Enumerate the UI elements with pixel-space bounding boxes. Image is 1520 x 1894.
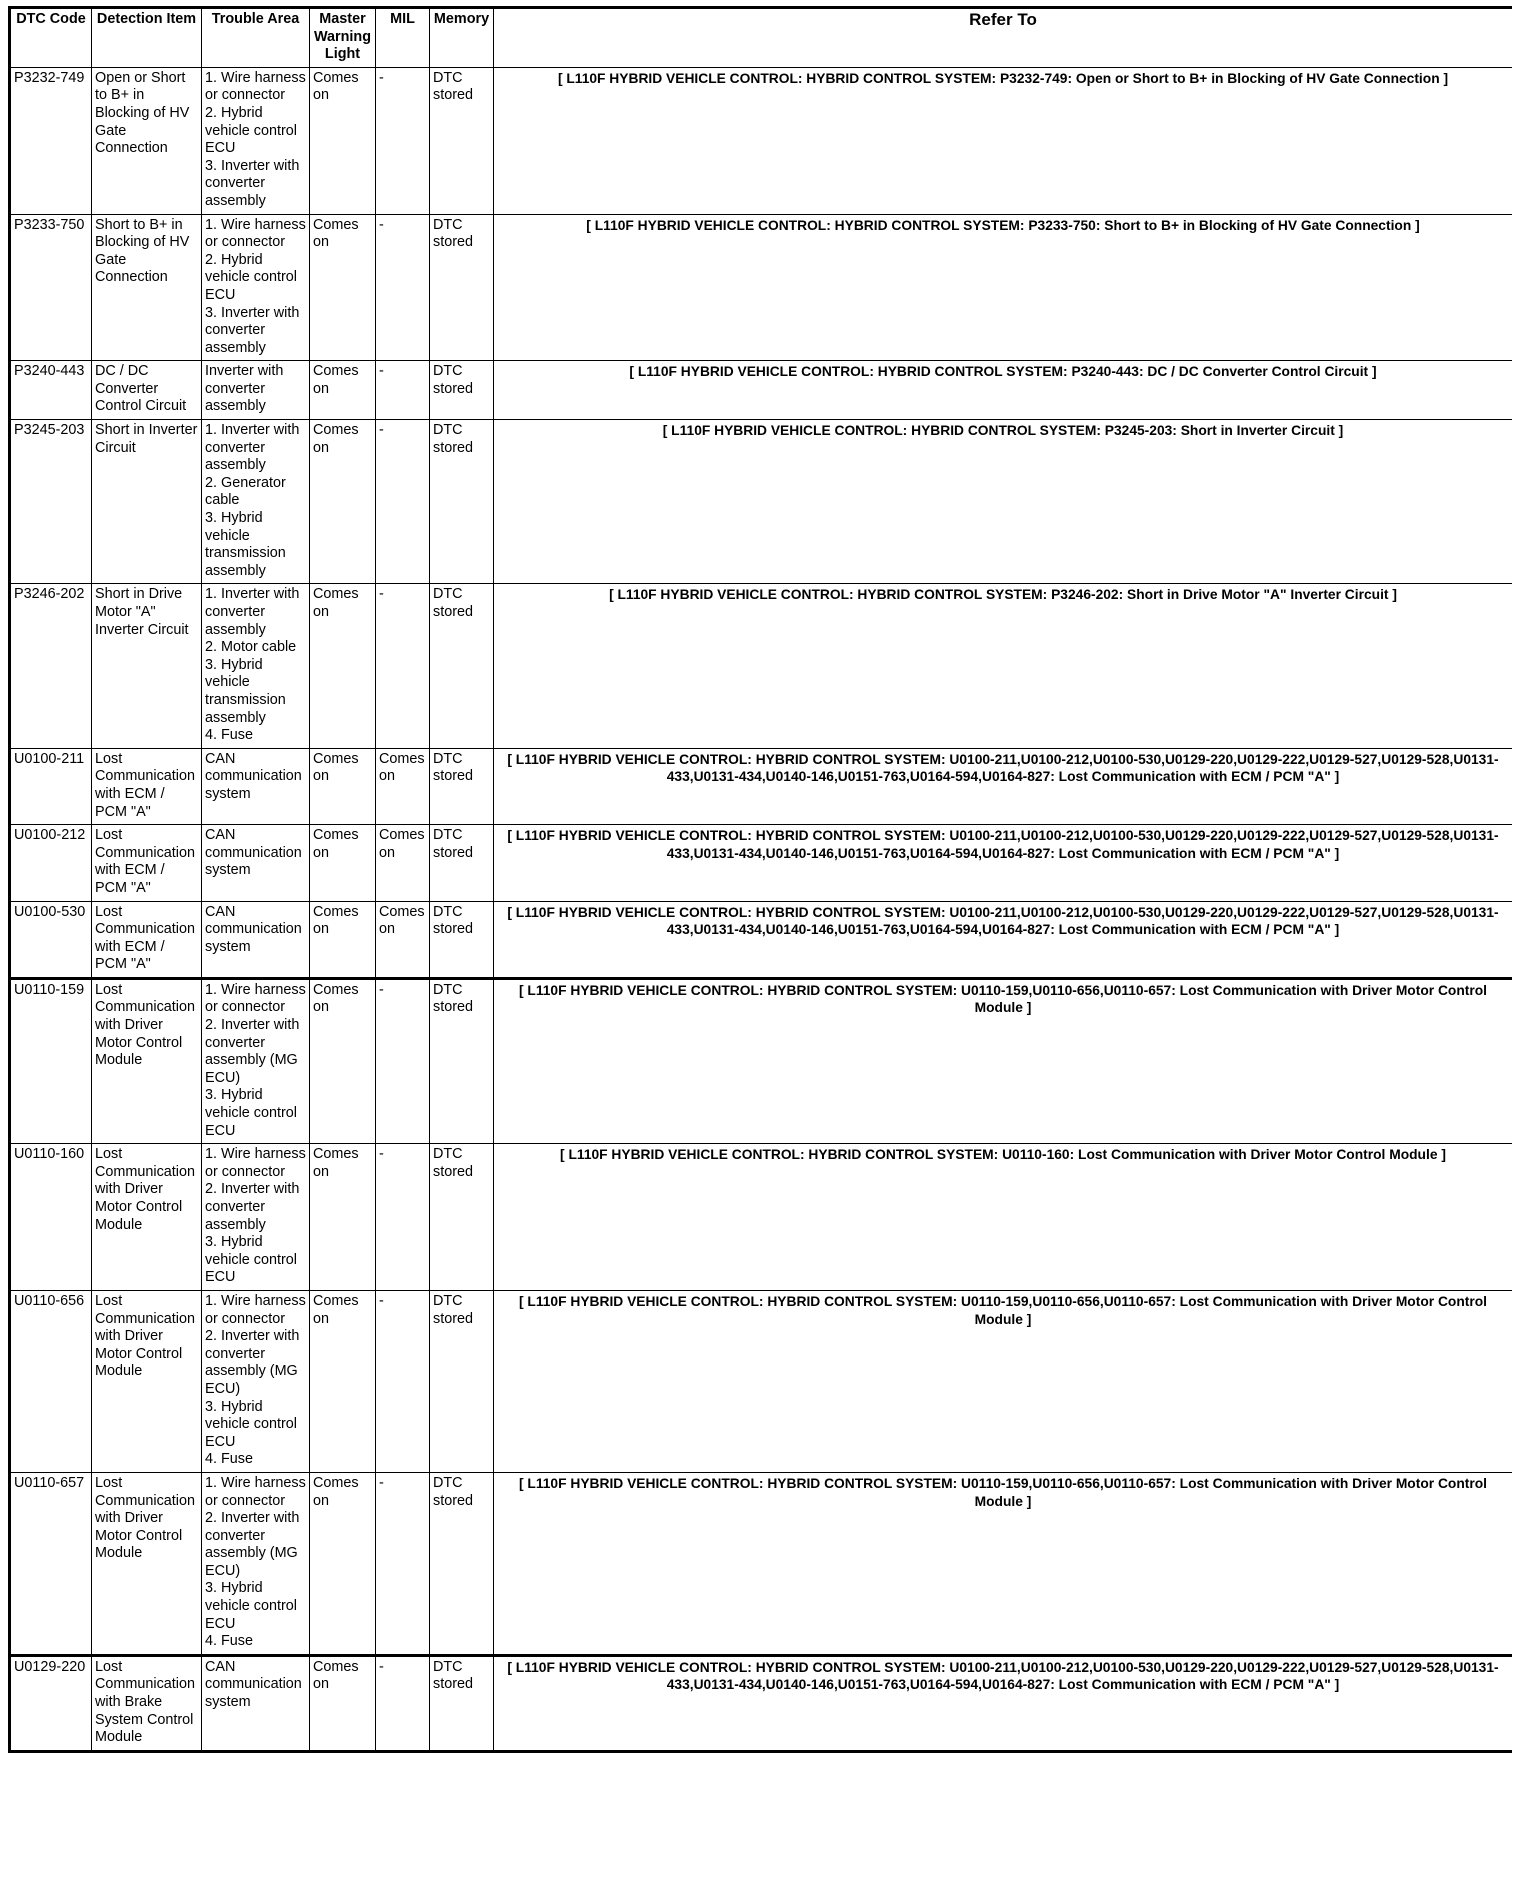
header-master-warning-light: Master Warning Light [310,8,376,68]
table-row [10,748,1513,824]
table-row [10,978,1513,1143]
memory-cell: DTC stored [430,825,494,901]
master-warning-cell: Comes on [310,1655,376,1751]
memory-cell: DTC stored [430,1472,494,1655]
header-trouble-area: Trouble Area [202,8,310,68]
table-header-row [10,8,1513,68]
master-warning-cell: Comes on [310,214,376,361]
mil-cell: - [376,420,430,584]
memory-cell: DTC stored [430,361,494,420]
memory-cell: DTC stored [430,1144,494,1291]
master-warning-cell: Comes on [310,978,376,1143]
trouble-area-cell: Inverter with converter assembly [202,361,310,420]
table-row [10,1290,1513,1472]
trouble-area-cell: 1. Inverter with converter assembly 2. Motor cable 3. Hybrid vehicle transmission assembly 4. Fuse [202,584,310,748]
trouble-area-cell: CAN communication system [202,825,310,901]
detection-item-cell: Lost Communication with Driver Motor Control Module [92,1472,202,1655]
header-memory: Memory [430,8,494,68]
mil-cell: Comes on [376,901,430,978]
table-row [10,1472,1513,1655]
refer-to-link[interactable]: [ L110F HYBRID VEHICLE CONTROL: HYBRID CONTROL SYSTEM: U0100-211,U0100-212,U0100-530,U0129-220,U0129-222,U0129-527,U0129-528,U0131-433,U0131-434,U0140-146,U0151-763,U0164-594,U0164-827: Lost Communication with ECM / PCM "A" ] [494,1655,1513,1751]
trouble-area-cell: CAN communication system [202,1655,310,1751]
refer-to-link[interactable]: [ L110F HYBRID VEHICLE CONTROL: HYBRID CONTROL SYSTEM: P3232-749: Open or Short to B+ in Blocking of HV Gate Connection ] [494,67,1513,214]
header-dtc-code: DTC Code [10,8,92,68]
refer-to-link[interactable]: [ L110F HYBRID VEHICLE CONTROL: HYBRID CONTROL SYSTEM: U0100-211,U0100-212,U0100-530,U0129-220,U0129-222,U0129-527,U0129-528,U0131-433,U0131-434,U0140-146,U0151-763,U0164-594,U0164-827: Lost Communication with ECM / PCM "A" ] [494,901,1513,978]
mil-cell: - [376,584,430,748]
table-row [10,1144,1513,1291]
refer-to-link[interactable]: [ L110F HYBRID VEHICLE CONTROL: HYBRID CONTROL SYSTEM: U0100-211,U0100-212,U0100-530,U0129-220,U0129-222,U0129-527,U0129-528,U0131-433,U0131-434,U0140-146,U0151-763,U0164-594,U0164-827: Lost Communication with ECM / PCM "A" ] [494,825,1513,901]
dtc-table [8,6,1512,1753]
master-warning-cell: Comes on [310,361,376,420]
dtc-table-page [8,6,1512,1888]
master-warning-cell: Comes on [310,825,376,901]
trouble-area-cell: 1. Wire harness or connector 2. Inverter with converter assembly (MG ECU) 3. Hybrid vehicle control ECU [202,978,310,1143]
memory-cell: DTC stored [430,748,494,824]
master-warning-cell: Comes on [310,1290,376,1472]
refer-to-link[interactable]: [ L110F HYBRID VEHICLE CONTROL: HYBRID CONTROL SYSTEM: P3246-202: Short in Drive Motor "A" Inverter Circuit ] [494,584,1513,748]
header-refer-to: Refer To [494,8,1513,68]
detection-item-cell: Lost Communication with Driver Motor Control Module [92,1144,202,1291]
dtc-code-cell: U0100-211 [10,748,92,824]
mil-cell: - [376,1290,430,1472]
detection-item-cell: Lost Communication with Driver Motor Control Module [92,978,202,1143]
mil-cell: - [376,978,430,1143]
memory-cell: DTC stored [430,584,494,748]
header-detection-item: Detection Item [92,8,202,68]
memory-cell: DTC stored [430,214,494,361]
refer-to-link[interactable]: [ L110F HYBRID VEHICLE CONTROL: HYBRID CONTROL SYSTEM: P3245-203: Short in Inverter Circuit ] [494,420,1513,584]
mil-cell: - [376,361,430,420]
table-row [10,825,1513,901]
dtc-code-cell: U0129-220 [10,1655,92,1751]
trouble-area-cell: 1. Wire harness or connector 2. Inverter with converter assembly 3. Hybrid vehicle control ECU [202,1144,310,1291]
mil-cell: Comes on [376,825,430,901]
table-row [10,361,1513,420]
detection-item-cell: Lost Communication with ECM / PCM "A" [92,825,202,901]
master-warning-cell: Comes on [310,748,376,824]
header-mil: MIL [376,8,430,68]
mil-cell: Comes on [376,748,430,824]
dtc-code-cell: P3233-750 [10,214,92,361]
master-warning-cell: Comes on [310,584,376,748]
trouble-area-cell: CAN communication system [202,748,310,824]
table-row [10,1655,1513,1751]
dtc-code-cell: U0110-160 [10,1144,92,1291]
table-row [10,901,1513,978]
detection-item-cell: Lost Communication with ECM / PCM "A" [92,901,202,978]
trouble-area-cell: CAN communication system [202,901,310,978]
mil-cell: - [376,1655,430,1751]
detection-item-cell: Open or Short to B+ in Blocking of HV Gate Connection [92,67,202,214]
detection-item-cell: Lost Communication with Driver Motor Control Module [92,1290,202,1472]
refer-to-link[interactable]: [ L110F HYBRID VEHICLE CONTROL: HYBRID CONTROL SYSTEM: U0110-159,U0110-656,U0110-657: Lost Communication with Driver Motor Control Module ] [494,978,1513,1143]
refer-to-link[interactable]: [ L110F HYBRID VEHICLE CONTROL: HYBRID CONTROL SYSTEM: P3233-750: Short to B+ in Blocking of HV Gate Connection ] [494,214,1513,361]
mil-cell: - [376,67,430,214]
refer-to-link[interactable]: [ L110F HYBRID VEHICLE CONTROL: HYBRID CONTROL SYSTEM: U0110-160: Lost Communication with Driver Motor Control Module ] [494,1144,1513,1291]
refer-to-link[interactable]: [ L110F HYBRID VEHICLE CONTROL: HYBRID CONTROL SYSTEM: U0110-159,U0110-656,U0110-657: Lost Communication with Driver Motor Control Module ] [494,1472,1513,1655]
table-row [10,214,1513,361]
detection-item-cell: Short in Inverter Circuit [92,420,202,584]
detection-item-cell: Lost Communication with ECM / PCM "A" [92,748,202,824]
trouble-area-cell: 1. Wire harness or connector 2. Inverter with converter assembly (MG ECU) 3. Hybrid vehicle control ECU 4. Fuse [202,1472,310,1655]
dtc-code-cell: U0110-657 [10,1472,92,1655]
mil-cell: - [376,1472,430,1655]
memory-cell: DTC stored [430,978,494,1143]
master-warning-cell: Comes on [310,1472,376,1655]
master-warning-cell: Comes on [310,901,376,978]
refer-to-link[interactable]: [ L110F HYBRID VEHICLE CONTROL: HYBRID CONTROL SYSTEM: P3240-443: DC / DC Converter Control Circuit ] [494,361,1513,420]
memory-cell: DTC stored [430,420,494,584]
trouble-area-cell: 1. Wire harness or connector 2. Hybrid vehicle control ECU 3. Inverter with converter assembly [202,67,310,214]
dtc-code-cell: U0110-656 [10,1290,92,1472]
dtc-code-cell: U0100-212 [10,825,92,901]
dtc-code-cell: P3232-749 [10,67,92,214]
memory-cell: DTC stored [430,1655,494,1751]
mil-cell: - [376,1144,430,1291]
table-body [10,67,1513,1751]
dtc-code-cell: U0110-159 [10,978,92,1143]
dtc-code-cell: P3240-443 [10,361,92,420]
dtc-code-cell: P3246-202 [10,584,92,748]
trouble-area-cell: 1. Wire harness or connector 2. Hybrid vehicle control ECU 3. Inverter with converter assembly [202,214,310,361]
memory-cell: DTC stored [430,901,494,978]
memory-cell: DTC stored [430,67,494,214]
trouble-area-cell: 1. Wire harness or connector 2. Inverter with converter assembly (MG ECU) 3. Hybrid vehicle control ECU 4. Fuse [202,1290,310,1472]
table-row [10,584,1513,748]
detection-item-cell: Lost Communication with Brake System Control Module [92,1655,202,1751]
detection-item-cell: Short to B+ in Blocking of HV Gate Connection [92,214,202,361]
mil-cell: - [376,214,430,361]
refer-to-link[interactable]: [ L110F HYBRID VEHICLE CONTROL: HYBRID CONTROL SYSTEM: U0100-211,U0100-212,U0100-530,U0129-220,U0129-222,U0129-527,U0129-528,U0131-433,U0131-434,U0140-146,U0151-763,U0164-594,U0164-827: Lost Communication with ECM / PCM "A" ] [494,748,1513,824]
table-row [10,67,1513,214]
detection-item-cell: Short in Drive Motor "A" Inverter Circuit [92,584,202,748]
master-warning-cell: Comes on [310,67,376,214]
detection-item-cell: DC / DC Converter Control Circuit [92,361,202,420]
dtc-code-cell: U0100-530 [10,901,92,978]
master-warning-cell: Comes on [310,1144,376,1291]
refer-to-link[interactable]: [ L110F HYBRID VEHICLE CONTROL: HYBRID CONTROL SYSTEM: U0110-159,U0110-656,U0110-657: Lost Communication with Driver Motor Control Module ] [494,1290,1513,1472]
dtc-code-cell: P3245-203 [10,420,92,584]
master-warning-cell: Comes on [310,420,376,584]
trouble-area-cell: 1. Inverter with converter assembly 2. Generator cable 3. Hybrid vehicle transmission assembly [202,420,310,584]
table-row [10,420,1513,584]
memory-cell: DTC stored [430,1290,494,1472]
